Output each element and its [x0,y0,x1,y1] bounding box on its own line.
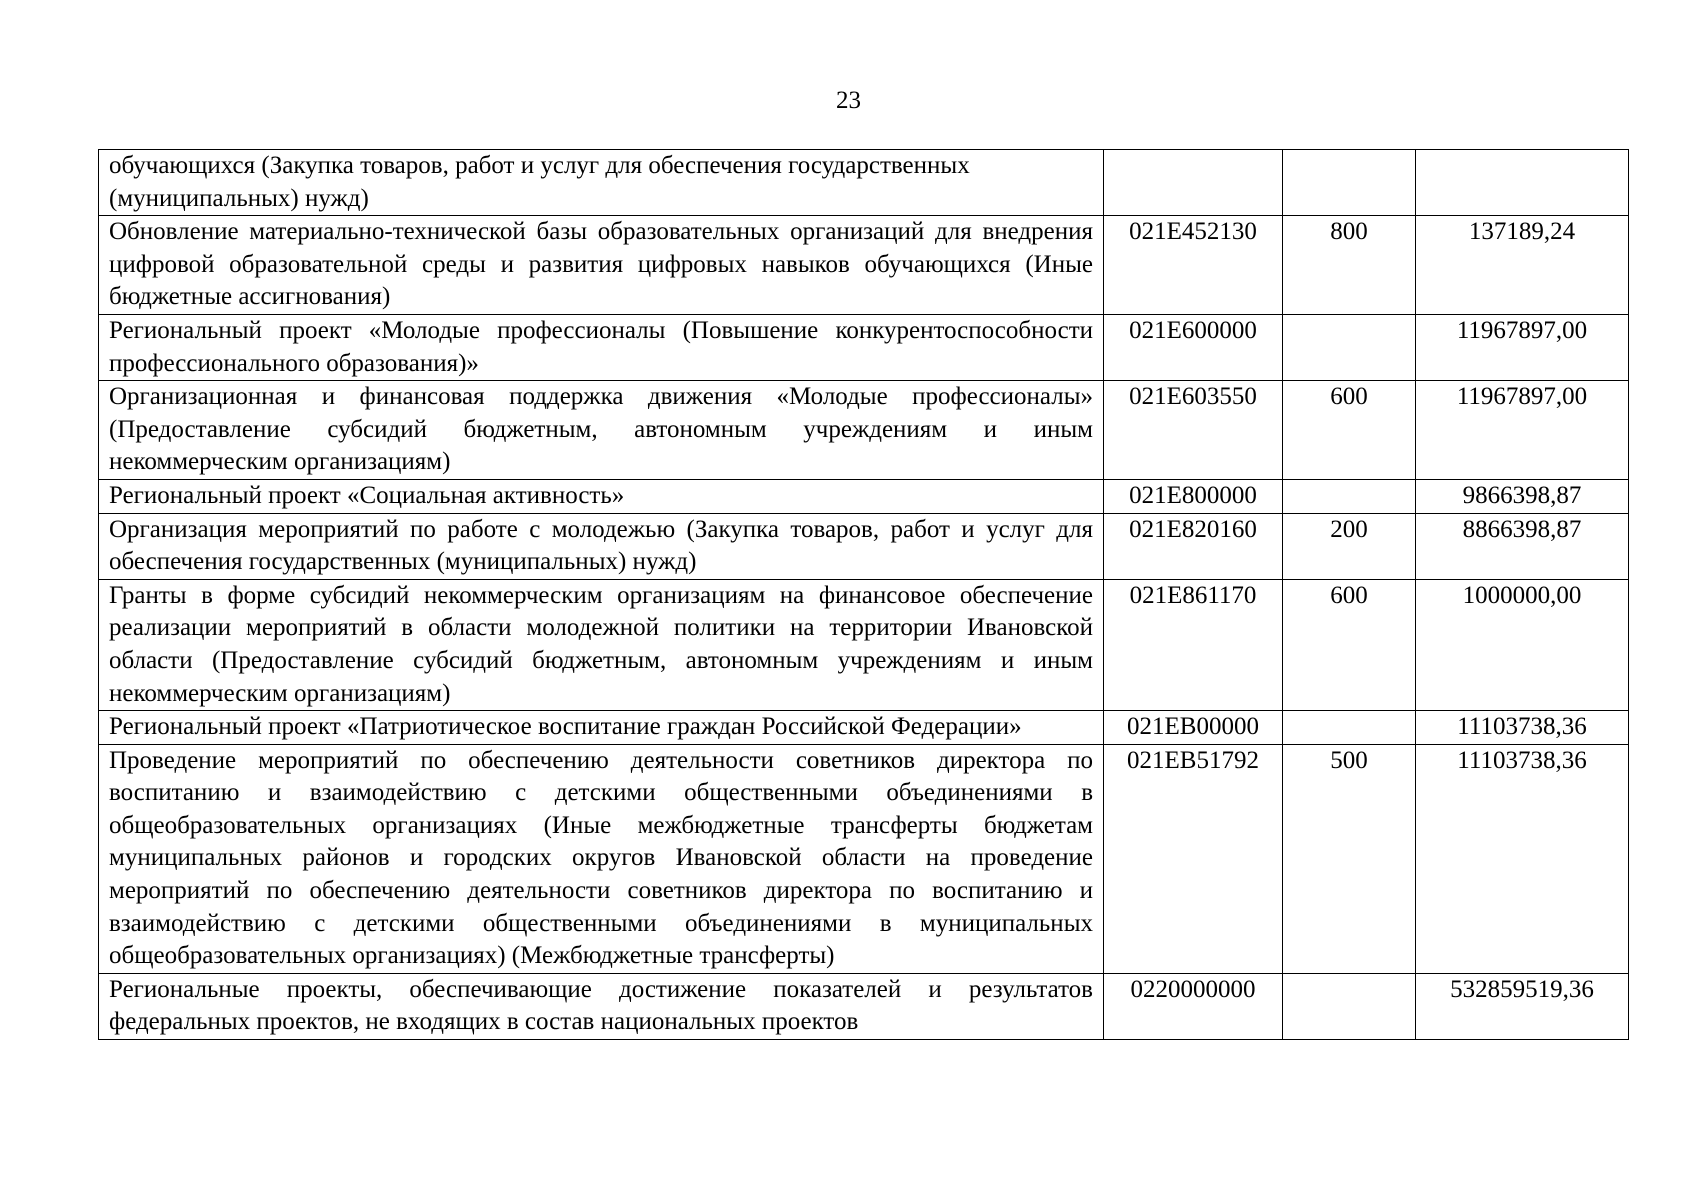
row-name-cell: Гранты в форме субсидий некоммерческим организациям на финансовое обеспечение реализации мероприятий в области молодежной политики на территории Ивановской области (Предоставление субсидий бюджетным, автономным учреждениям и иным некоммерческим организациям) [99,579,1104,710]
target-code-cell: 021E861170 [1104,579,1283,710]
expense-type-cell: 800 [1283,216,1416,315]
table-row [99,579,1629,710]
target-code-cell: 021E800000 [1104,479,1283,513]
amount-cell: 1000000,00 [1416,579,1629,710]
amount-cell: 9866398,87 [1416,479,1629,513]
page-number: 23 [836,87,861,114]
target-code-cell: 021E600000 [1104,314,1283,380]
row-name-cell: Региональный проект «Социальная активность» [99,479,1104,513]
row-name-cell: Региональный проект «Молодые профессионалы (Повышение конкурентоспособности профессионального образования)» [99,314,1104,380]
row-name-cell: Организационная и финансовая поддержка движения «Молодые профессионалы» (Предоставление субсидий бюджетным, автономным учреждениям и иным некоммерческим организациям) [99,381,1104,480]
table-row [99,973,1629,1039]
table-row [99,513,1629,579]
amount-cell: 11103738,36 [1416,711,1629,745]
table-row [99,479,1629,513]
expense-type-cell [1283,711,1416,745]
table-row [99,150,1629,216]
target-code-cell: 0220000000 [1104,973,1283,1039]
target-code-cell [1104,150,1283,216]
target-code-cell: 021EB51792 [1104,744,1283,973]
amount-cell: 11967897,00 [1416,314,1629,380]
row-name-cell: Обновление материально-технической базы образовательных организаций для внедрения цифровой образовательной среды и развития цифровых навыков обучающихся (Иные бюджетные ассигнования) [99,216,1104,315]
amount-cell: 11967897,00 [1416,381,1629,480]
target-code-cell: 021E820160 [1104,513,1283,579]
expense-type-cell [1283,973,1416,1039]
amount-cell [1416,150,1629,216]
table-row [99,381,1629,480]
target-code-cell: 021E603550 [1104,381,1283,480]
row-name-cell: обучающихся (Закупка товаров, работ и услуг для обеспечения государственных (муниципальных) нужд) [99,150,1104,216]
amount-cell: 11103738,36 [1416,744,1629,973]
row-name-cell: Региональный проект «Патриотическое воспитание граждан Российской Федерации» [99,711,1104,745]
amount-cell: 8866398,87 [1416,513,1629,579]
expense-type-cell [1283,314,1416,380]
table-row [99,744,1629,973]
amount-cell: 137189,24 [1416,216,1629,315]
amount-cell: 532859519,36 [1416,973,1629,1039]
row-name-cell: Региональные проекты, обеспечивающие достижение показателей и результатов федеральных проектов, не входящих в состав национальных проектов [99,973,1104,1039]
row-name-cell: Проведение мероприятий по обеспечению деятельности советников директора по воспитанию и взаимодействию с детскими общественными объединениями в общеобразовательных организациях (Иные межбюджетные трансферты бюджетам муниципальных районов и городских округов Ивановской области на проведение мероприятий по обеспечению деятельности советников директора по воспитанию и взаимодействию с детскими общественными объединениями в муниципальных общеобразовательных организациях) (Межбюджетные трансферты) [99,744,1104,973]
expense-type-cell: 500 [1283,744,1416,973]
expense-type-cell: 200 [1283,513,1416,579]
budget-table [98,149,1629,1040]
table-row [99,216,1629,315]
expense-type-cell: 600 [1283,579,1416,710]
expense-type-cell [1283,479,1416,513]
expense-type-cell: 600 [1283,381,1416,480]
table-row [99,314,1629,380]
target-code-cell: 021EB00000 [1104,711,1283,745]
row-name-cell: Организация мероприятий по работе с молодежью (Закупка товаров, работ и услуг для обеспечения государственных (муниципальных) нужд) [99,513,1104,579]
target-code-cell: 021E452130 [1104,216,1283,315]
table-row [99,711,1629,745]
expense-type-cell [1283,150,1416,216]
